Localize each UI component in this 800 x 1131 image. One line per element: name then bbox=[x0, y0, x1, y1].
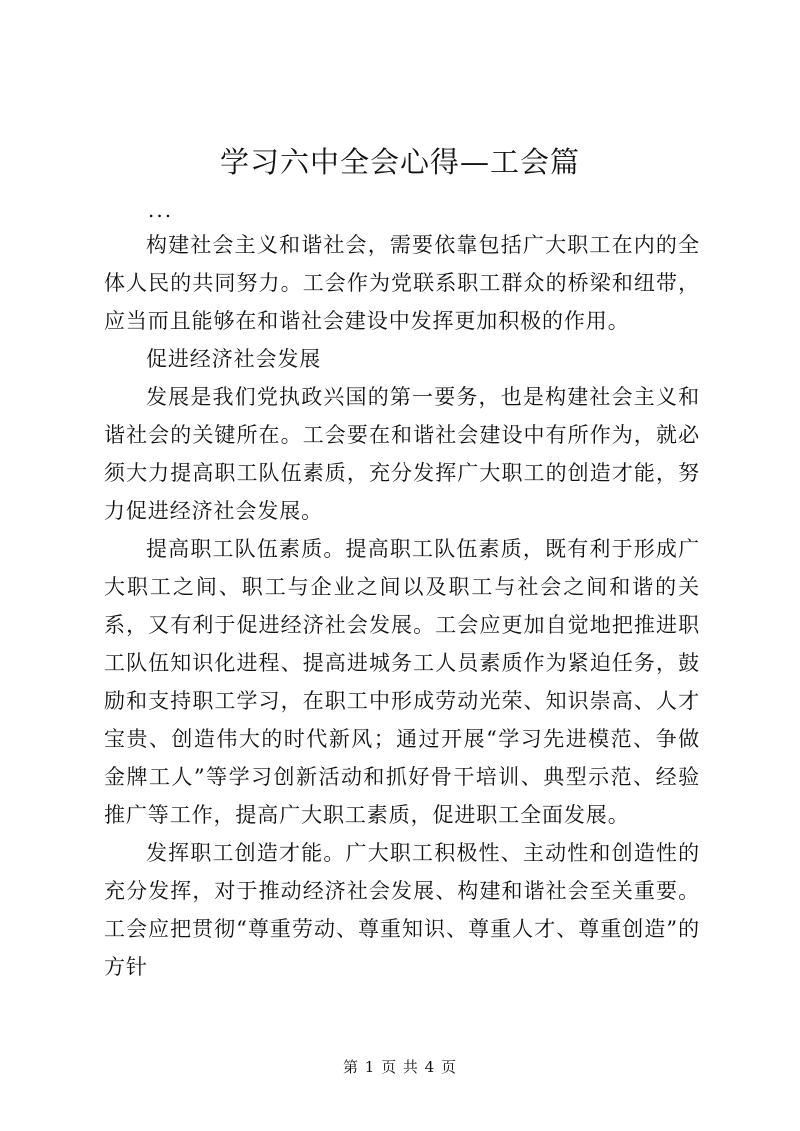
section-heading: 促进经济社会发展 bbox=[146, 347, 322, 371]
document-title: 学习六中全会心得—工会篇 bbox=[219, 145, 580, 179]
paragraph-quality: 提高职工队伍素质。提高职工队伍素质，既有利于形成广大职工之间、职工与企业之间以及职工与社会之间和谐的关系，又有利于促进经济社会发展。工会应更加自觉地把推进职工队伍知识化进程、提高进城务工人员素质作为紧迫任务，鼓励和支持职工学习，在职工中形成劳动光荣、知识崇高、人才宝贵、创造伟大的时代新风；通过开展“学习先进模范、争做金牌工人”等学习创新活动和抓好骨干培训、典型示范、经验推广等工作，提高广大职工素质，促进职工全面发展。 bbox=[104, 537, 700, 827]
document-body bbox=[104, 226, 700, 986]
paragraph-development: 发展是我们党执政兴国的第一要务，也是构建社会主义和谐社会的关键所在。工会要在和谐社会建设中有所作为，就必须大力提高职工队伍素质，充分发挥广大职工的创造才能，努力促进经济社会发展。 bbox=[104, 385, 700, 523]
paragraph-creativity: 发挥职工创造才能。广大职工积极性、主动性和创造性的充分发挥，对于推动经济社会发展、构建和谐社会至关重要。工会应把贯彻“尊重劳动、尊重知识、尊重人才、尊重创造”的方针 bbox=[104, 841, 700, 979]
page-footer: 第 1 页 共 4 页 bbox=[343, 1058, 457, 1076]
paragraph-intro: 构建社会主义和谐社会，需要依靠包括广大职工在内的全体人民的共同努力。工会作为党联系职工群众的桥梁和纽带，应当而且能够在和谐社会建设中发挥更加积极的作用。 bbox=[104, 233, 700, 333]
ellipsis-text: ... bbox=[148, 198, 174, 222]
